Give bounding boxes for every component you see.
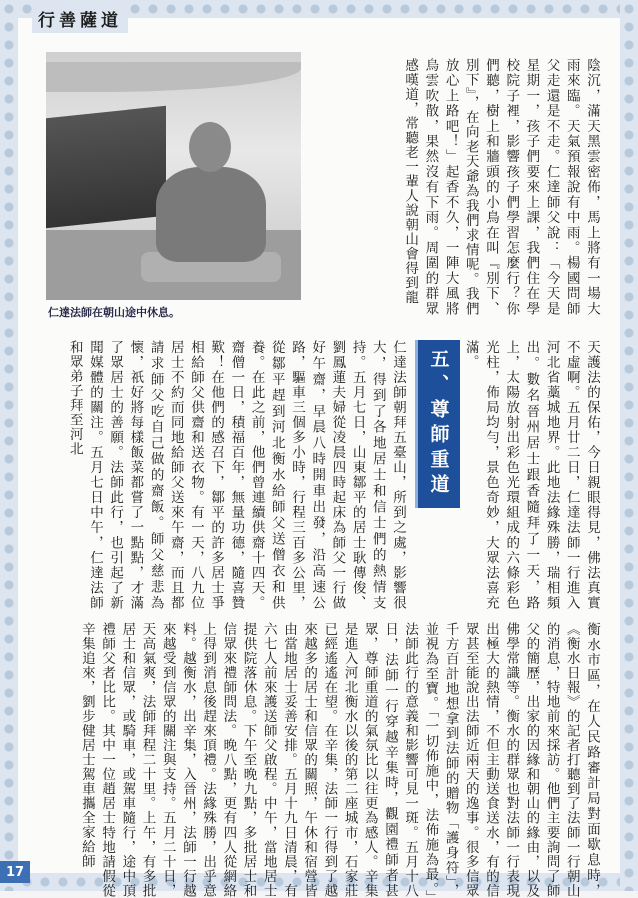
photo-monk-body (156, 167, 266, 262)
section-heading: 五、尊師重道 (418, 340, 460, 508)
text-block-middle-right: 天護法的保佑，今日親眼得見，佛法真實不虛啊。五月廿二日，仁達法師一行進入河北省藁城地界。此地法緣殊勝，瑞相頻出。數名晉州居士跟香隨拜了一天，路上，太陽放射出彩色光環組成的六條彩色光柱，佈局均勻，景色奇妙，大眾法喜充滿。 (462, 340, 600, 610)
page-number: 17 (0, 861, 30, 883)
text-block-middle-left: 仁達法師朝拜五臺山，所到之處，影響很大，得到了各地居士和信士們的熱情支持。五月七日，山東鄒平的居士耿傳俊、劉鳳蓮夫婦從凌晨四時起床為師父一行做好午齋，早晨八時開車出發，沿高速公路，驅車三個多小時，行程三百多公里，從鄒平趕到河北衡水給師父送僧衣和供養。在此之前，他們曾連續供齋十四天。齋僧一日，積福百年，無量功德，隨喜贊歎！在他們的感召下，鄒平的許多居士爭相給師父供齋和送衣物。有一天，八九位居士不約而同地給師父送來午齋，而且都請求師父吃自己做的齋飯。師父慈悲為懷，祇好將每樣飯菜都嘗了一點點，才滿了眾居士的善願。法師此行，也引起了新聞媒體的關注。五月七日中午，仁達法師和眾弟子拜至河北 (66, 340, 406, 610)
photo-vehicle (46, 106, 166, 229)
text-block-top-right: 陰沉，滿天黑雲密佈，馬上將有一場大雨來臨。天氣預報說有中雨。楊國問師父走還是不走。仁達師父說：「今天是星期一，孩子們要來上課，我們住在學校院子裡，影響孩子們學習怎麼行？你們聽，樹上和牆頭的小鳥在叫『別下、別下』，在向老天爺為我們求情呢。我們放心上路吧！」起香不久，一陣大風將烏雲吹散，果然沒有下雨。周圍的群眾感嘆道，常聽老一輩人說朝山會得到龍 (402, 58, 600, 316)
photo-monk-meditating (46, 52, 301, 300)
running-header: 行善薩道 (32, 4, 128, 33)
decorative-border-right (620, 0, 638, 891)
photo-water (46, 62, 301, 92)
decorative-border-left (0, 0, 18, 891)
photo-caption: 仁達法師在朝山途中休息。 (48, 306, 180, 319)
page (5, 11, 620, 898)
photo-monk-head (189, 122, 231, 172)
text-block-bottom: 衡水市區，在人民路審計局對面歇息時，《衡水日報》的記者打聽到了法師一行朝山的消息，特地前來採訪。他們主要詢問了師父的簡歷，出家的因緣和朝山的緣由，以及佛學常識等。衡水的群眾也對法師一行表現出極大的熱情，不但主動送食送水，有的信眾甚至能說出法師近兩天的逸事。很多信眾千方百計地想拿到法師的贈物「護身符」，並視為至寶。「一切佈施中，法佈施為最。」法師此行的意義和影響可見一斑。五月十八日，法師一行穿越辛集時，觀園禮師者甚眾，尊師重道的氣氛比以往更為感人。辛集是進入河北衡水以後的第二座城市，石家莊已經遙遙在望。在辛集，法師一行得到了越來越多的居士和信眾的關照，午休和宿營皆由當地居士妥善安排。五月十九日清晨，有六七人前來護送師父啟程。中午，當地居士提供院落休息。下午至晚九點，多批居士和信眾來禮師問法。晚八點，更有四人從網絡上得到消息後趕來頂禮。法緣殊勝，出乎意料。越衡水，出辛集，入晉州，法師一行越來越受到信眾的關注與支持。五月二十日，天高氣爽，法師拜程二十里。上午，有多批居士和信眾，或騎車，或駕車隨行，途中頂禮師父者比比。其中一位趙居士特地請假從辛集追來，劉步健居士駕車攜全家給師 (78, 622, 600, 898)
